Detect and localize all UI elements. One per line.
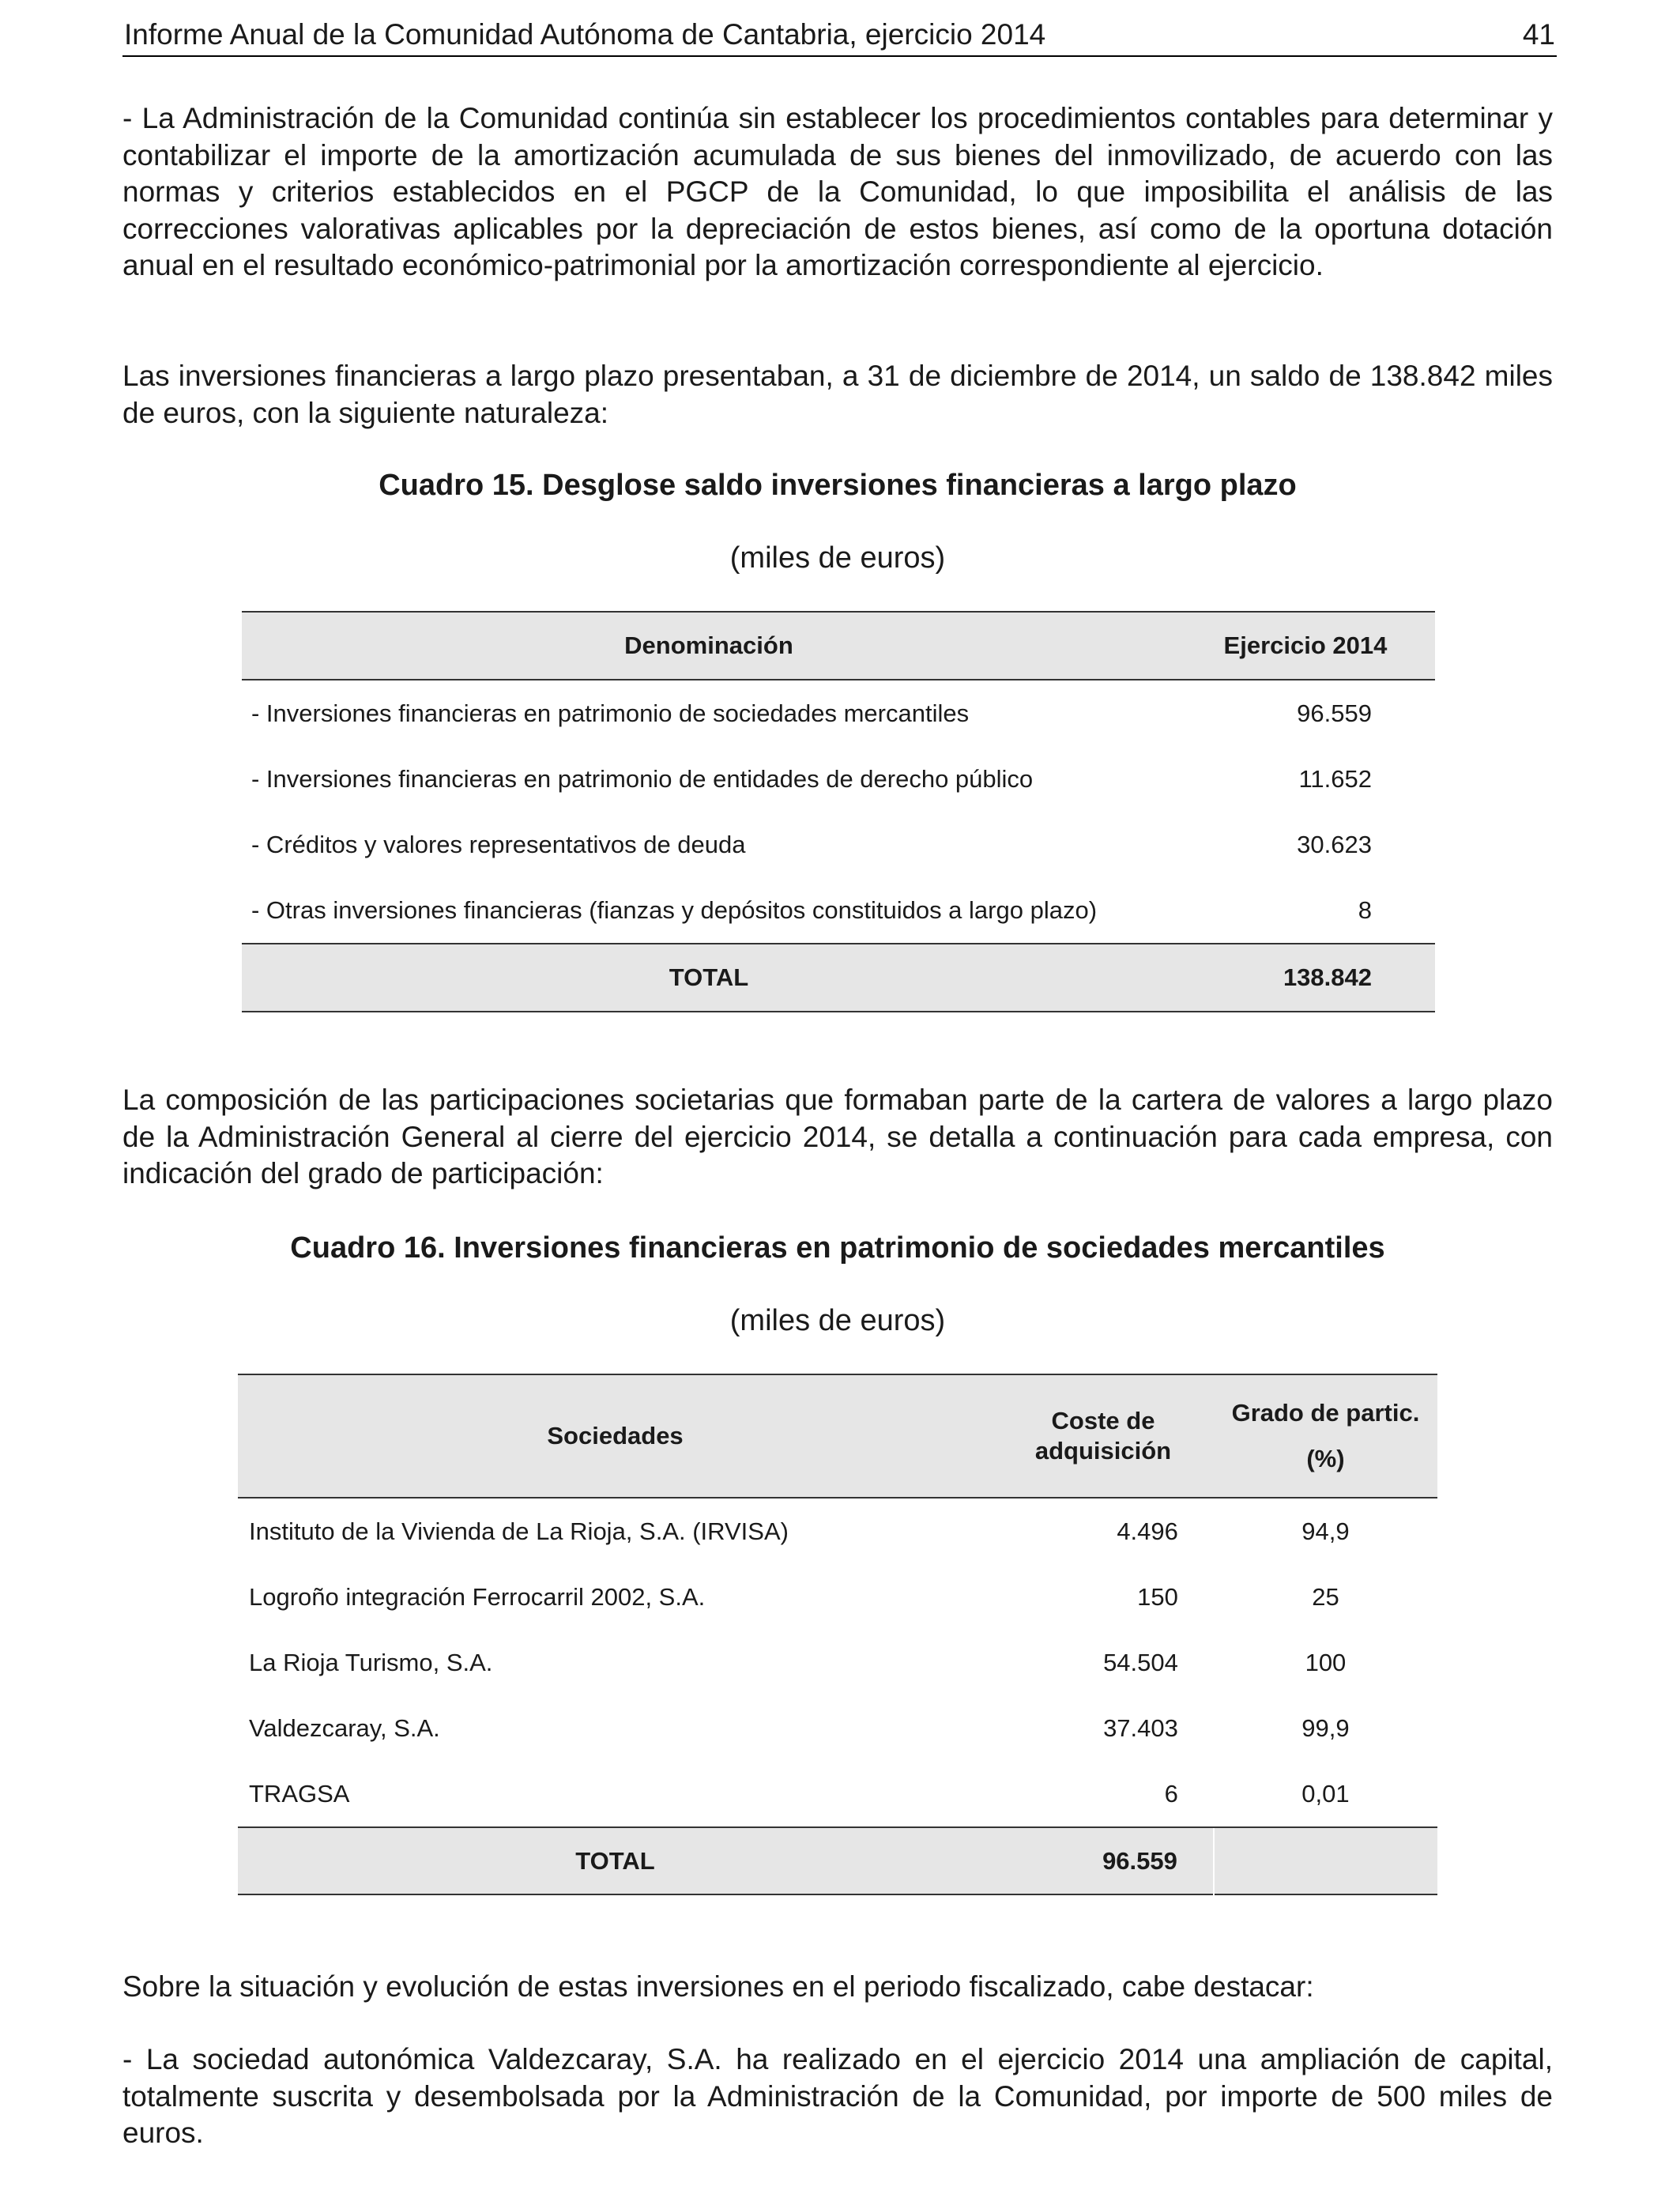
paragraph-situacion: Sobre la situación y evolución de estas inversiones en el periodo fiscalizado, cabe destacar:	[122, 1970, 1314, 2003]
paragraph-valdezcaray: - La sociedad autonómica Valdezcaray, S.A. ha realizado en el ejercicio 2014 una ampliación de capital, totalmente suscrita y desembolsada por la Administración de la Comunidad, por importe de 500 miles de euros.	[122, 2043, 1553, 2149]
paragraph-composicion: La composición de las participaciones societarias que formaban parte de la cartera de valores a largo plazo de la Administración General al cierre del ejercicio 2014, se detalla a continuación para cada empresa, con indicación del grado de participación:	[122, 1084, 1553, 1189]
table16-cell-grado: 25	[1312, 1582, 1339, 1611]
table-row	[242, 746, 1435, 812]
table16-cell-sociedad: La Rioja Turismo, S.A.	[249, 1648, 493, 1676]
table15-units: (miles de euros)	[729, 541, 946, 575]
table16-cell-sociedad: Logroño integración Ferrocarril 2002, S.A.	[249, 1582, 706, 1611]
table15-total-label: TOTAL	[242, 944, 1176, 1012]
table15-caption: Cuadro 15. Desglose saldo inversiones financieras a largo plazo	[379, 469, 1297, 502]
page-header	[122, 14, 1557, 57]
table16-cell-coste: 6	[1164, 1779, 1178, 1808]
table16-total-grado	[1214, 1827, 1437, 1894]
table15-cell-value: 11.652	[1298, 764, 1372, 793]
table16-cell-grado: 99,9	[1301, 1713, 1350, 1742]
document-title: Informe Anual de la Comunidad Autónoma de Cantabria, ejercicio 2014	[124, 18, 1046, 51]
table16-cell-grado: 94,9	[1301, 1517, 1350, 1545]
table16-header-row	[238, 1374, 1437, 1498]
table16-cell-coste: 4.496	[1117, 1517, 1178, 1545]
table16-units: (miles de euros)	[729, 1304, 946, 1337]
table16-cell-coste: 150	[1137, 1582, 1178, 1611]
table15-cell-value: 96.559	[1297, 699, 1372, 727]
table15-header-row	[242, 612, 1435, 680]
table-row	[238, 1630, 1437, 1695]
table16-header-coste: Coste de adquisición	[993, 1374, 1214, 1498]
table15-cell-value: 30.623	[1297, 830, 1372, 858]
table-row	[238, 1695, 1437, 1761]
table16-header-grado	[1214, 1374, 1437, 1498]
table16-caption: Cuadro 16. Inversiones financieras en patrimonio de sociedades mercantiles	[290, 1231, 1385, 1265]
table15-cell-label: - Inversiones financieras en patrimonio de sociedades mercantiles	[251, 699, 970, 727]
table15-cell-value: 8	[1358, 895, 1372, 924]
table16-cell-sociedad: Instituto de la Vivienda de La Rioja, S.A. (IRVISA)	[249, 1517, 789, 1545]
table16-cell-grado: 0,01	[1301, 1779, 1350, 1808]
table15-cell-label: - Créditos y valores representativos de deuda	[251, 830, 746, 858]
table16-total-row	[238, 1827, 1437, 1894]
table16-total-coste: 96.559	[993, 1827, 1214, 1894]
table16-cell-grado: 100	[1305, 1648, 1347, 1676]
table15-cell-label: - Inversiones financieras en patrimonio de entidades de derecho público	[251, 764, 1034, 793]
table-row	[242, 680, 1435, 746]
page-number: 41	[1522, 18, 1555, 51]
table16-header-grado-label: Grado de partic.	[1231, 1399, 1420, 1427]
table16-total-label: TOTAL	[238, 1827, 993, 1894]
table15-cell-label: - Otras inversiones financieras (fianzas y depósitos constituidos a largo plazo)	[251, 895, 1098, 924]
table-row	[238, 1564, 1437, 1630]
paragraph-inversiones-largo-plazo: Las inversiones financieras a largo plazo presentaban, a 31 de diciembre de 2014, un saldo de 138.842 miles de euros, con la siguiente naturaleza:	[122, 360, 1553, 429]
table16-cell-coste: 37.403	[1103, 1713, 1178, 1742]
table15-header-denominacion: Denominación	[242, 612, 1176, 680]
table-row	[242, 877, 1435, 944]
table16-header-sociedades: Sociedades	[238, 1374, 993, 1498]
table15	[242, 611, 1435, 1012]
table-row	[238, 1498, 1437, 1564]
table16-cell-coste: 54.504	[1103, 1648, 1178, 1676]
paragraph-amortizacion: - La Administración de la Comunidad continúa sin establecer los procedimientos contables para determinar y contabilizar el importe de la amortización acumulada de sus bienes del inmovilizado, de acuerdo con las normas y criterios establecidos en el PGCP de la Comunidad, lo que imposibilita el análisis de las correcciones valorativas aplicables por la depreciación de estos bienes, así como de la oportuna dotación anual en el resultado económico-patrimonial por la amortización correspondiente al ejercicio.	[122, 102, 1553, 281]
table15-total-row	[242, 944, 1435, 1012]
table-row	[242, 812, 1435, 877]
table15-total-value: 138.842	[1176, 944, 1435, 1012]
table16-header-grado-unit: (%)	[1306, 1445, 1345, 1472]
table15-header-ejercicio: Ejercicio 2014	[1176, 612, 1435, 680]
table-row	[238, 1761, 1437, 1827]
table16-cell-sociedad: TRAGSA	[249, 1779, 350, 1808]
table16-cell-sociedad: Valdezcaray, S.A.	[249, 1713, 440, 1742]
table16	[238, 1374, 1437, 1895]
